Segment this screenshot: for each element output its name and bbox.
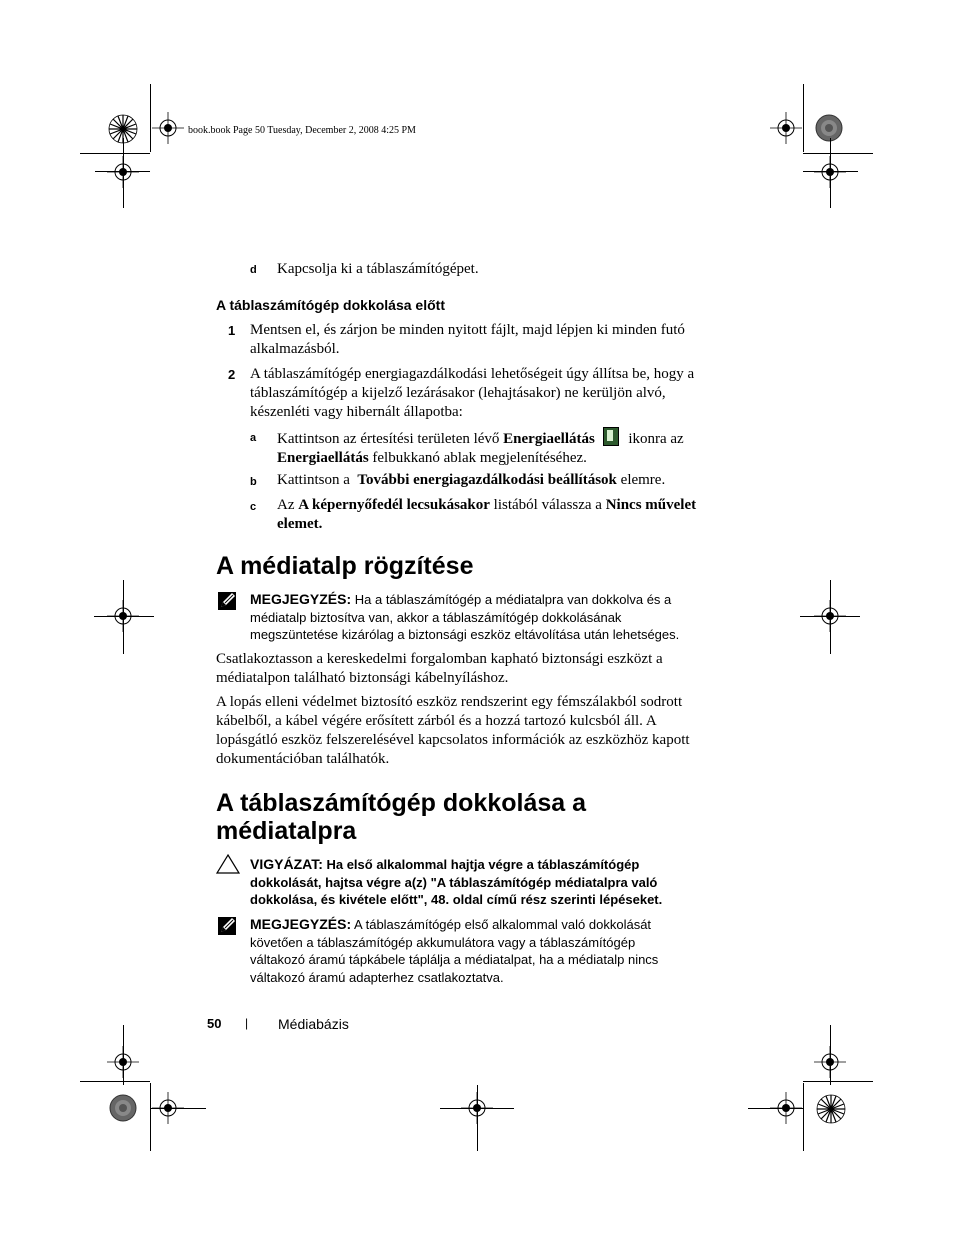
paragraph: A lopás elleni védelmet biztosító eszköz rendszerint egy fémszálakból sodrott kábelből, a kábel végére erősített zárból és a hozzá tartozó kulcsból áll. A lopásgátló eszköz felszerelésével kapcsolatos információk az eszközhöz kapott dokumentációban találhatók. <box>216 694 690 767</box>
gray-wheel-icon <box>814 113 844 143</box>
substep-a-text: Kattintson az értesítési területen lévő Energiaellátás ikonra az Energiaellátás felbukkanó ablak megjelenítéséhez. <box>277 427 717 468</box>
paragraph: Csatlakoztasson a kereskedelmi forgalomban kapható biztonsági eszközt a médiatalpon található biztonsági kábelnyíláshoz. <box>216 651 663 686</box>
substep-marker-c: c <box>250 501 257 513</box>
subheading: A táblaszámítógép dokkolása előtt <box>216 297 445 313</box>
note-box: MEGJEGYZÉS: Ha a táblaszámítógép a médiatalpra van dokkolva és a médiatalp biztosítva van, akkor a táblaszámítógép dokkolásának megszüntetése kizárólag a biztonsági eszköz eltávolítása után lehetséges. <box>250 591 680 642</box>
section-heading: A táblaszámítógép dokkolása a médiatalpra <box>216 789 587 845</box>
note-pencil-icon <box>217 591 239 611</box>
gray-wheel-icon <box>108 1093 138 1123</box>
caution-box: VIGYÁZAT: Ha első alkalommal hajtja végre a táblaszámítógép dokkolását, hajtsa végre a(z) "A táblaszámítógép médiatalpra való dokkolása, és kivétele előtt", 48. oldal című rész szerinti lépéseket. <box>250 856 663 907</box>
battery-power-icon <box>603 427 619 446</box>
substep-c-text: Az A képernyőfedél lecsukásakor listából válassza a Nincs művelet elemet. <box>277 497 697 532</box>
note-pencil-icon <box>217 916 239 936</box>
color-wheel-icon <box>815 1093 847 1125</box>
slug-header: book.book Page 50 Tuesday, December 2, 2008 4:25 PM <box>188 125 416 136</box>
step-marker-d: d <box>250 264 257 276</box>
step-number: 2 <box>228 367 236 382</box>
step-text: Mentsen el, és zárjon be minden nyitott fájlt, majd lépjen ki minden futó alkalmazásból. <box>250 322 685 357</box>
footer-section: Médiabázis <box>278 1016 349 1032</box>
substep-marker-b: b <box>250 476 257 488</box>
footer-separator: | <box>245 1016 249 1030</box>
note-box: MEGJEGYZÉS: A táblaszámítógép első alkalommal való dokkolását követően a táblaszámítógép akkumulátora vagy a táblaszámítógép váltakozó áramú tápkábele táplálja a médiatalpat, ha a médiatalp nincs váltakozó áramú adapterhez csatlakoztatva. <box>250 916 659 985</box>
registration-mark-icon <box>152 112 184 144</box>
page-number: 50 <box>207 1016 222 1031</box>
caution-triangle-icon <box>216 854 240 874</box>
registration-mark-icon <box>770 112 802 144</box>
step-number: 1 <box>228 323 236 338</box>
substep-marker-a: a <box>250 432 257 444</box>
step-d-text: Kapcsolja ki a táblaszámítógépet. <box>277 261 479 277</box>
substep-b-text: Kattintson a További energiagazdálkodási beállítások elemre. <box>277 472 666 488</box>
step-text: A táblaszámítógép energiagazdálkodási lehetőségeit úgy állítsa be, hogy a táblaszámítógép a kijelző lezárásakor (lehajtásakor) ne kerüljön alvó, készenléti vagy hibernált állapotba: <box>250 366 695 420</box>
section-heading: A médiatalp rögzítése <box>216 552 474 580</box>
